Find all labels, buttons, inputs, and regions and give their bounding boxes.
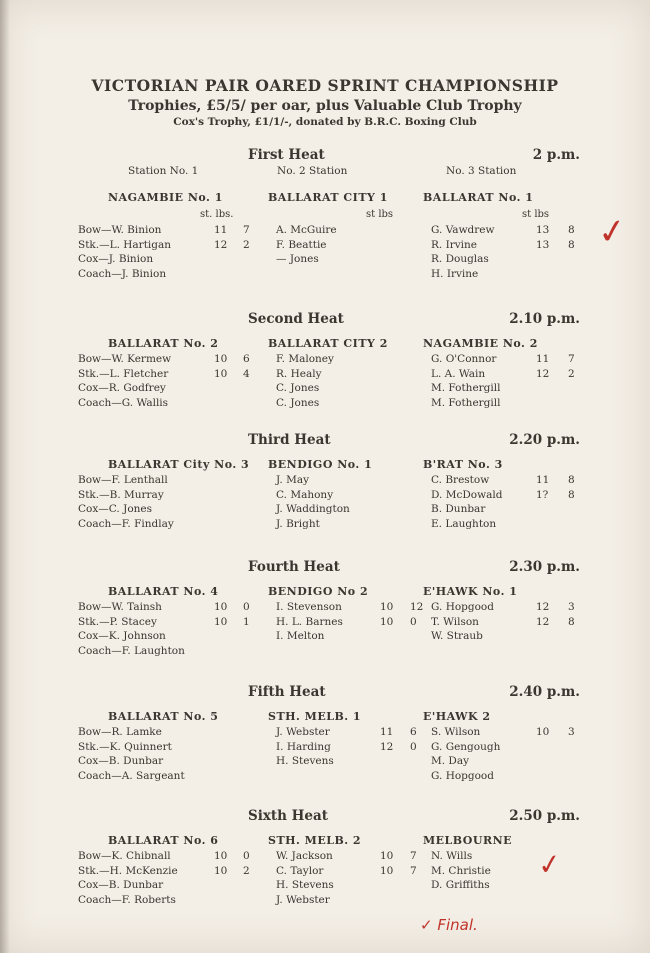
rower-name: I. Melton — [276, 630, 325, 642]
rower-name: B. Dunbar — [431, 503, 486, 515]
rower-name: Stk.—B. Murray — [78, 488, 164, 501]
rower-name: Coach—G. Wallis — [78, 396, 169, 409]
rower-pounds: 2 — [243, 864, 250, 877]
tick-mark-heat1: ✓ — [595, 210, 630, 254]
rower-pounds: 1 — [243, 615, 250, 628]
rower-name: Coach—A. Sargeant — [78, 769, 185, 782]
rower-row — [276, 381, 456, 396]
heat-time: 2.30 p.m. — [509, 559, 580, 575]
rower-name: M. Christie — [431, 864, 491, 877]
rower-row — [276, 238, 456, 253]
rower-stone: 12 — [536, 615, 550, 628]
crew-list — [431, 473, 611, 531]
rower-name: W. Straub — [431, 630, 483, 642]
crew-list — [276, 849, 456, 907]
rower-name: F. Beattie — [276, 238, 327, 251]
heat-1 — [0, 147, 650, 280]
rower-name: Cox—K. Johnson — [78, 630, 166, 642]
weight-units: st lbs — [522, 209, 550, 220]
rower-name: Bow—W. Kermew — [78, 353, 172, 365]
rower-row — [78, 893, 258, 908]
rower-stone: 10 — [214, 353, 228, 365]
rower-pounds: 3 — [568, 601, 575, 613]
rower-pounds: 7 — [243, 224, 250, 236]
crew-name: NAGAMBIE No. 2 — [423, 337, 538, 350]
rower-row — [431, 488, 611, 503]
rower-stone: 10 — [214, 850, 228, 862]
rower-pounds: 0 — [410, 615, 417, 628]
rower-row — [78, 615, 258, 630]
rower-name: C. Jones — [276, 396, 320, 409]
rower-name: G. Gengough — [431, 740, 501, 753]
crew-list — [276, 600, 456, 644]
tick-mark-heat6: ✓ — [535, 846, 564, 883]
rower-name: N. Wills — [431, 850, 473, 862]
crew-list — [276, 352, 456, 410]
rower-row — [431, 252, 611, 267]
crew-list — [431, 352, 611, 410]
rower-row — [431, 740, 611, 755]
rower-name: Cox—R. Godfrey — [78, 382, 166, 394]
rower-row — [431, 878, 611, 893]
rower-row — [78, 223, 258, 238]
rower-name: Cox—B. Dunbar — [78, 879, 164, 891]
weight-units: st. lbs. — [200, 209, 234, 220]
rower-name: C. Taylor — [276, 864, 324, 877]
rower-name: H. Stevens — [276, 879, 334, 891]
station-label: Station No. 1 — [128, 165, 199, 177]
rower-row — [276, 600, 456, 615]
rower-name: E. Laughton — [431, 517, 497, 530]
heat-name: Fifth Heat — [248, 684, 326, 700]
crew-name: E'HAWK No. 1 — [423, 585, 518, 598]
rower-stone: 10 — [214, 601, 228, 613]
rower-row — [431, 381, 611, 396]
rower-row — [431, 769, 611, 784]
rower-row — [431, 600, 611, 615]
rower-name: G. Hopgood — [431, 769, 494, 782]
rower-name: Cox—J. Binion — [78, 253, 154, 265]
rower-stone: 12 — [536, 601, 550, 613]
crew-name: STH. MELB. 2 — [268, 834, 362, 847]
rower-row — [78, 629, 258, 644]
rower-row — [78, 381, 258, 396]
rower-row — [276, 878, 456, 893]
rower-row — [78, 864, 258, 879]
cox-trophy-line: Cox's Trophy, £1/1/-, donated by B.R.C. Boxing Club — [173, 116, 477, 128]
rower-name: C. Brestow — [431, 474, 490, 486]
trophies-line: Trophies, £5/5/ per oar, plus Valuable Club Trophy — [128, 98, 522, 114]
rower-stone: 1? — [536, 488, 549, 501]
heat-name: First Heat — [248, 147, 325, 163]
rower-stone: 10 — [214, 615, 228, 628]
rower-row — [78, 396, 258, 411]
rower-stone: 13 — [536, 238, 550, 251]
crew-name: B'RAT No. 3 — [423, 458, 503, 471]
rower-name: — Jones — [276, 253, 319, 265]
crew-list — [78, 352, 258, 410]
heat-4 — [0, 559, 650, 679]
rower-name: Coach—J. Binion — [78, 267, 167, 280]
rower-name: J. Bright — [276, 517, 320, 530]
rower-pounds: 7 — [410, 864, 417, 877]
crew-list — [431, 725, 611, 783]
rower-stone: 11 — [380, 726, 394, 738]
heat-time: 2.20 p.m. — [509, 432, 580, 448]
crew-list — [276, 223, 456, 267]
rower-row — [276, 615, 456, 630]
rower-stone: 10 — [214, 864, 228, 877]
rower-row — [431, 473, 611, 488]
crew-list — [78, 725, 258, 783]
crew-name: BALLARAT CITY 2 — [268, 337, 388, 350]
rower-row — [276, 223, 456, 238]
crew-name: NAGAMBIE No. 1 — [108, 191, 223, 204]
rower-row — [78, 740, 258, 755]
rower-row — [78, 267, 258, 282]
rower-pounds: 0 — [410, 740, 417, 753]
heat-5 — [0, 684, 650, 804]
rower-row — [431, 754, 611, 769]
rower-row — [78, 473, 258, 488]
heat-time: 2.50 p.m. — [509, 808, 580, 824]
rower-pounds: 4 — [243, 367, 250, 380]
rower-stone: 10 — [380, 850, 394, 862]
rower-row — [276, 725, 456, 740]
rower-row — [78, 725, 258, 740]
crew-name: BALLARAT No. 2 — [108, 337, 219, 350]
rower-name: Cox—C. Jones — [78, 503, 153, 515]
rower-name: M. Day — [431, 755, 470, 767]
rower-row — [276, 488, 456, 503]
rower-pounds: 8 — [568, 238, 575, 251]
rower-pounds: 0 — [243, 601, 250, 613]
crew-list — [431, 223, 611, 281]
rower-name: C. Mahony — [276, 488, 334, 501]
rower-name: I. Stevenson — [276, 601, 342, 613]
rower-name: J. May — [276, 474, 310, 486]
rower-name: Stk.—K. Quinnert — [78, 740, 172, 753]
rower-row — [431, 864, 611, 879]
rower-row — [78, 849, 258, 864]
rower-name: G. O'Connor — [431, 353, 497, 365]
rower-row — [78, 600, 258, 615]
rower-stone: 13 — [536, 224, 550, 236]
rower-row — [276, 502, 456, 517]
rower-pounds: 2 — [243, 238, 250, 251]
rower-name: C. Jones — [276, 382, 320, 394]
rower-row — [431, 223, 611, 238]
rower-name: G. Vawdrew — [431, 224, 495, 236]
rower-row — [276, 893, 456, 908]
rower-name: H. Irvine — [431, 267, 479, 280]
rower-pounds: 7 — [410, 850, 417, 862]
rower-name: Stk.—H. McKenzie — [78, 864, 178, 877]
crew-list — [431, 846, 611, 893]
crew-list — [78, 600, 258, 658]
crew-list — [78, 223, 258, 281]
rower-name: I. Harding — [276, 740, 331, 753]
rower-row — [276, 252, 456, 267]
rower-name: D. McDowald — [431, 488, 503, 501]
heat-name: Third Heat — [248, 432, 331, 448]
rower-pounds: 3 — [568, 726, 575, 738]
heat-time: 2.10 p.m. — [509, 311, 580, 327]
rower-row — [78, 502, 258, 517]
rower-stone: 12 — [214, 238, 228, 251]
rower-pounds: 2 — [568, 367, 575, 380]
rower-name: R. Douglas — [431, 253, 489, 265]
rower-row — [276, 740, 456, 755]
rower-pounds: 8 — [568, 488, 575, 501]
station-label: No. 2 Station — [277, 165, 348, 177]
rower-name: L. A. Wain — [431, 367, 486, 380]
rower-pounds: 8 — [568, 474, 575, 486]
heat-time: 2 p.m. — [532, 147, 580, 163]
station-label: No. 3 Station — [446, 165, 517, 177]
rower-name: Bow—K. Chibnall — [78, 850, 171, 862]
heat-name: Second Heat — [248, 311, 344, 327]
crew-list — [78, 473, 258, 531]
crew-name: BALLARAT No. 4 — [108, 585, 219, 598]
crew-name: BALLARAT No. 6 — [108, 834, 219, 847]
rower-row — [276, 396, 456, 411]
rower-name: H. Stevens — [276, 755, 334, 767]
rower-row — [431, 502, 611, 517]
heat-name: Fourth Heat — [248, 559, 340, 575]
rower-pounds: 7 — [568, 353, 575, 365]
rower-row — [276, 352, 456, 367]
rower-row — [431, 367, 611, 382]
rower-row — [78, 769, 258, 784]
rower-name: F. Maloney — [276, 353, 334, 365]
rower-name: W. Jackson — [276, 850, 333, 862]
rower-stone: 10 — [380, 615, 394, 628]
rower-row — [276, 864, 456, 879]
rower-row — [78, 644, 258, 659]
rower-pounds: 8 — [568, 615, 575, 628]
crew-name: MELBOURNE — [423, 834, 513, 847]
rower-name: Cox—B. Dunbar — [78, 755, 164, 767]
rower-name: A. McGuire — [276, 224, 337, 236]
rower-name: Stk.—L. Hartigan — [78, 238, 172, 251]
rower-name: H. L. Barnes — [276, 615, 343, 628]
rower-name: M. Fothergill — [431, 396, 501, 409]
crew-name: STH. MELB. 1 — [268, 710, 362, 723]
rower-row — [431, 352, 611, 367]
crew-list — [78, 849, 258, 907]
rower-row — [276, 367, 456, 382]
rower-row — [431, 629, 611, 644]
rower-stone: 11 — [214, 224, 228, 236]
rower-name: Coach—F. Roberts — [78, 893, 176, 906]
rower-row — [78, 238, 258, 253]
rower-name: J. Webster — [276, 726, 330, 738]
rower-row — [78, 517, 258, 532]
rower-name: Stk.—L. Fletcher — [78, 367, 169, 380]
rower-pounds: 8 — [568, 224, 575, 236]
crew-name: BENDIGO No 2 — [268, 585, 369, 598]
rower-row — [431, 238, 611, 253]
rower-row — [431, 849, 611, 864]
crew-name: E'HAWK 2 — [423, 710, 491, 723]
rower-stone: 10 — [380, 864, 394, 877]
crew-list — [431, 600, 611, 644]
rower-name: J. Waddington — [276, 503, 350, 515]
rower-stone: 12 — [536, 367, 550, 380]
rower-row — [276, 473, 456, 488]
rower-pounds: 6 — [243, 353, 250, 365]
rower-stone: 10 — [536, 726, 550, 738]
final-note: ✓ Final. — [420, 916, 478, 934]
rower-pounds: 0 — [243, 850, 250, 862]
heat-3 — [0, 432, 650, 552]
rower-name: Coach—F. Findlay — [78, 517, 174, 530]
crew-list — [276, 473, 456, 531]
rower-row — [431, 517, 611, 532]
rower-pounds: 12 — [410, 601, 424, 613]
rower-row — [276, 517, 456, 532]
rower-row — [78, 367, 258, 382]
rower-row — [431, 725, 611, 740]
rower-row — [431, 396, 611, 411]
crew-name: BENDIGO No. 1 — [268, 458, 373, 471]
rower-stone: 12 — [380, 740, 394, 753]
rower-name: Bow—W. Tainsh — [78, 601, 162, 613]
rower-stone: 10 — [214, 367, 228, 380]
rower-row — [276, 849, 456, 864]
rower-row — [78, 352, 258, 367]
rower-name: D. Griffiths — [431, 879, 490, 891]
crew-name: BALLARAT No. 1 — [423, 191, 534, 204]
crew-name: BALLARAT City No. 3 — [108, 458, 250, 471]
heat-2 — [0, 311, 650, 431]
rower-row — [276, 754, 456, 769]
rower-name: Coach—F. Laughton — [78, 644, 185, 657]
crew-name: BALLARAT No. 5 — [108, 710, 219, 723]
heat-name: Sixth Heat — [248, 808, 329, 824]
weight-units: st lbs — [366, 209, 394, 220]
rower-pounds: 6 — [410, 726, 417, 738]
rower-name: R. Healy — [276, 367, 322, 380]
heat-time: 2.40 p.m. — [509, 684, 580, 700]
rower-row — [78, 878, 258, 893]
rower-row — [276, 629, 456, 644]
rower-stone: 10 — [380, 601, 394, 613]
rower-name: M. Fothergill — [431, 382, 501, 394]
rower-name: S. Wilson — [431, 726, 481, 738]
crew-list — [276, 725, 456, 769]
page-title: VICTORIAN PAIR OARED SPRINT CHAMPIONSHIP — [91, 76, 559, 95]
rower-row — [78, 252, 258, 267]
rower-row — [78, 754, 258, 769]
rower-name: G. Hopgood — [431, 601, 494, 613]
rower-name: Bow—W. Binion — [78, 224, 162, 236]
crew-name: BALLARAT CITY 1 — [268, 191, 388, 204]
rower-stone: 11 — [536, 474, 550, 486]
rower-row — [431, 267, 611, 282]
rower-row — [78, 488, 258, 503]
rower-name: T. Wilson — [431, 615, 479, 628]
rower-name: J. Webster — [276, 893, 330, 906]
rower-name: Bow—R. Lamke — [78, 726, 162, 738]
rower-stone: 11 — [536, 353, 550, 365]
rower-name: R. Irvine — [431, 238, 478, 251]
rower-name: Stk.—P. Stacey — [78, 615, 157, 628]
rower-name: Bow—F. Lenthall — [78, 474, 168, 486]
rower-row — [431, 615, 611, 630]
